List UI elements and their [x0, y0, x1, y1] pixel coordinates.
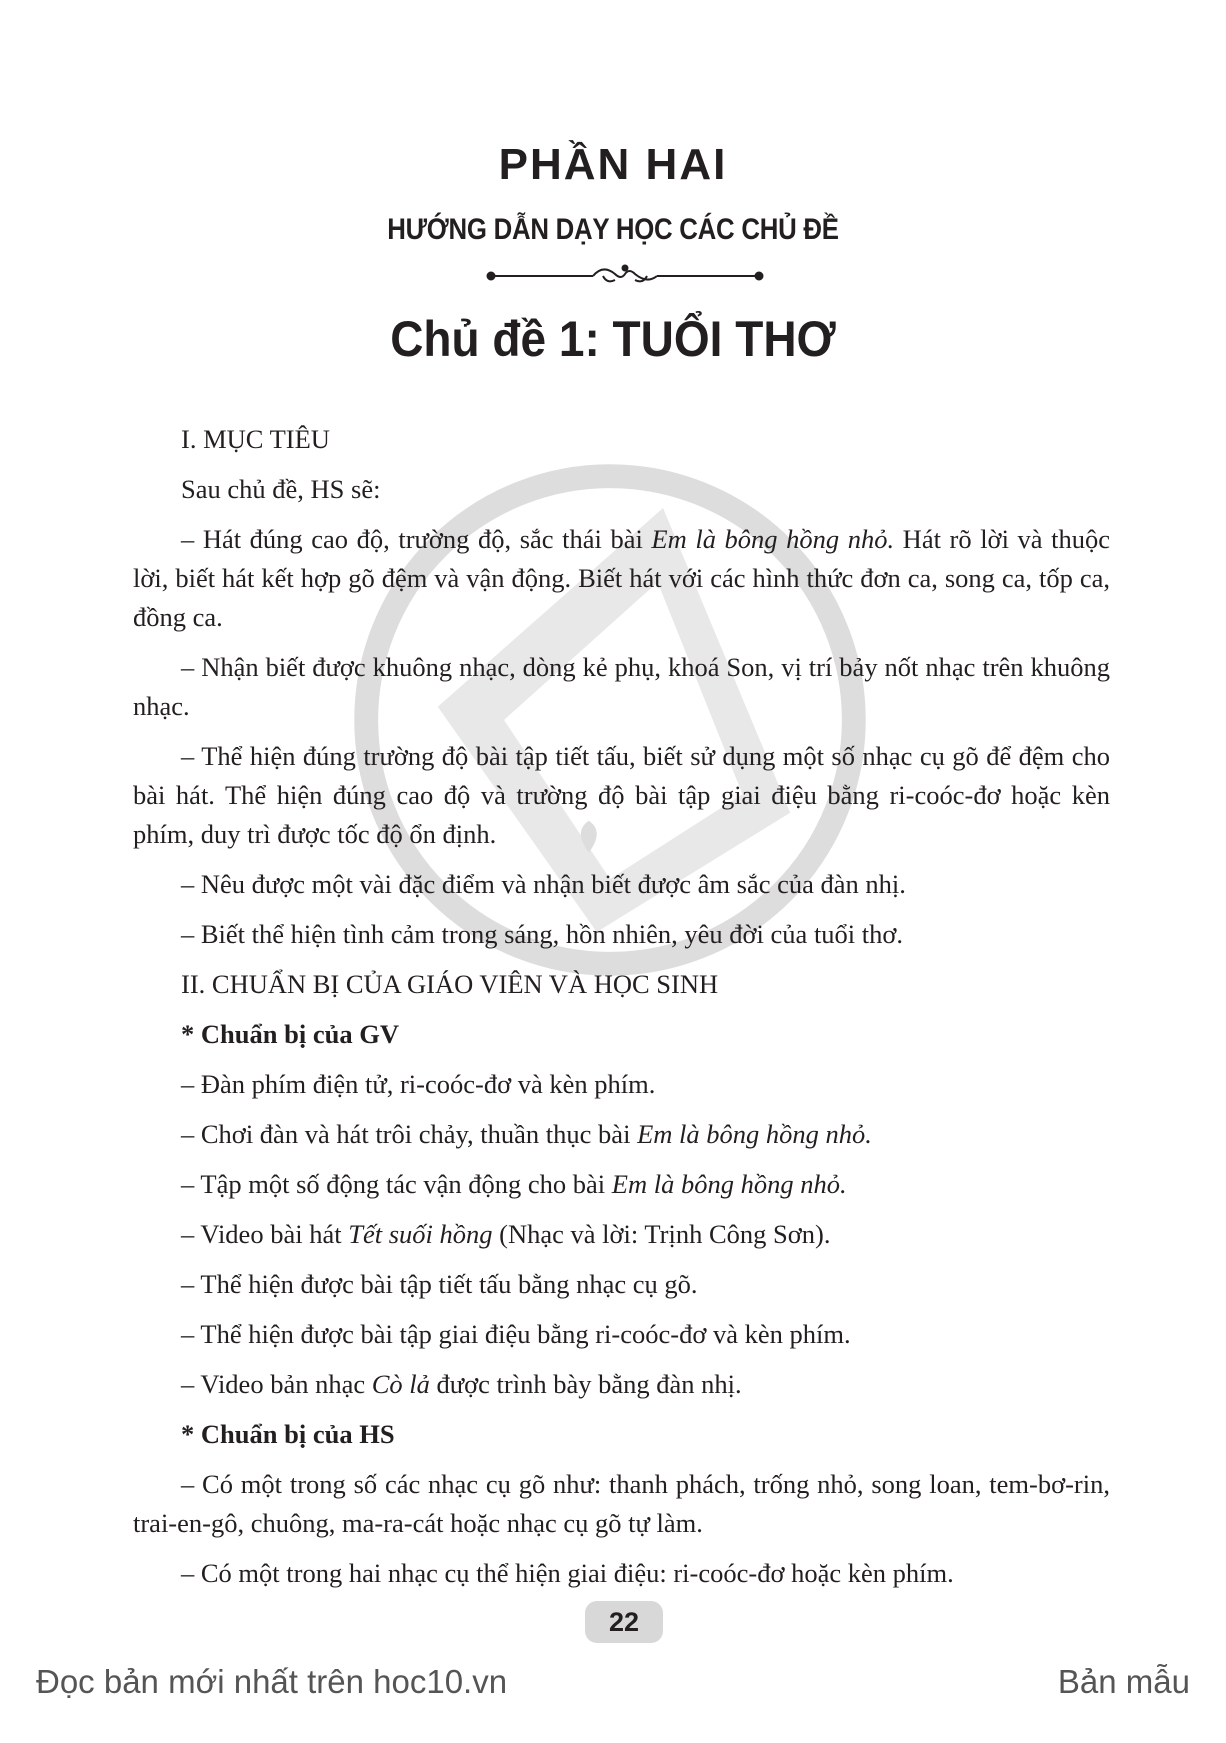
gv-item: – Chơi đàn và hát trôi chảy, thuần thục bài Em là bông hồng nhỏ. [181, 1119, 872, 1149]
song-title: Cò lả [371, 1369, 430, 1399]
hs-item: – Có một trong số các nhạc cụ gõ như: thanh phách, trống nhỏ, song loan, tem-bơ-rin, trai-en-gô, chuông, ma-ra-cát hoặc nhạc cụ gõ tự làm. [133, 1469, 1110, 1538]
objective-item: – Hát đúng cao độ, trường độ, sắc thái bài Em là bông hồng nhỏ. Hát rõ lời và thuộc lời, biết hát kết hợp gõ đệm và vận động. Biết hát với các hình thức đơn ca, song ca, tốp ca, đồng ca. [133, 524, 1110, 632]
flourish-divider-icon [485, 263, 765, 289]
song-title: Em là bông hồng nhỏ. [651, 524, 895, 554]
chapter-title: Chủ đề 1: TUỔI THƠ [390, 311, 836, 367]
song-title: Em là bông hồng nhỏ. [611, 1169, 847, 1199]
hs-item: – Có một trong hai nhạc cụ thể hiện giai điệu: ri-coóc-đơ hoặc kèn phím. [181, 1558, 954, 1588]
gv-item: – Thể hiện được bài tập giai điệu bằng ri-coóc-đơ và kèn phím. [181, 1319, 851, 1349]
song-title: Em là bông hồng nhỏ. [637, 1119, 872, 1149]
hs-preparation-heading: * Chuẩn bị của HS [181, 1419, 395, 1449]
song-title: Tết suối hồng [348, 1219, 493, 1249]
gv-item: – Tập một số động tác vận động cho bài Em là bông hồng nhỏ. [181, 1169, 847, 1199]
page-number: 22 [585, 1601, 663, 1643]
gv-item: – Video bài hát Tết suối hồng (Nhạc và lời: Trịnh Công Sơn). [181, 1219, 831, 1249]
preparation-heading: II. CHUẨN BỊ CỦA GIÁO VIÊN VÀ HỌC SINH [181, 969, 719, 999]
part-title: PHẦN HAI [498, 140, 728, 189]
document-body [133, 420, 1110, 1604]
objective-item: – Thể hiện đúng trường độ bài tập tiết tấu, biết sử dụng một số nhạc cụ gõ để đệm cho bài hát. Thể hiện đúng cao độ và trường độ bài tập giai điệu bằng ri-coóc-đơ hoặc kèn phím, duy trì được tốc độ ổn định. [133, 741, 1110, 849]
gv-item: – Đàn phím điện tử, ri-coóc-đơ và kèn phím. [181, 1069, 656, 1099]
gv-item: – Video bản nhạc Cò lả được trình bày bằng đàn nhị. [181, 1369, 742, 1399]
objectives-intro: Sau chủ đề, HS sẽ: [181, 474, 381, 504]
gv-preparation-heading: * Chuẩn bị của GV [181, 1019, 399, 1049]
objectives-heading: I. MỤC TIÊU [181, 424, 330, 454]
objective-item: – Biết thể hiện tình cảm trong sáng, hồn nhiên, yêu đời của tuổi thơ. [181, 919, 904, 949]
footer-sample-label: Bản mẫu [1057, 1663, 1190, 1700]
footer-source-text: Đọc bản mới nhất trên hoc10.vn [36, 1663, 508, 1700]
objective-item: – Nhận biết được khuông nhạc, dòng kẻ phụ, khoá Son, vị trí bảy nốt nhạc trên khuông nhạc. [133, 652, 1110, 721]
objective-item: – Nêu được một vài đặc điểm và nhận biết được âm sắc của đàn nhị. [181, 869, 906, 899]
part-subtitle: HƯỚNG DẪN DẠY HỌC CÁC CHỦ ĐỀ [387, 213, 839, 246]
gv-item: – Thể hiện được bài tập tiết tấu bằng nhạc cụ gõ. [181, 1269, 698, 1299]
